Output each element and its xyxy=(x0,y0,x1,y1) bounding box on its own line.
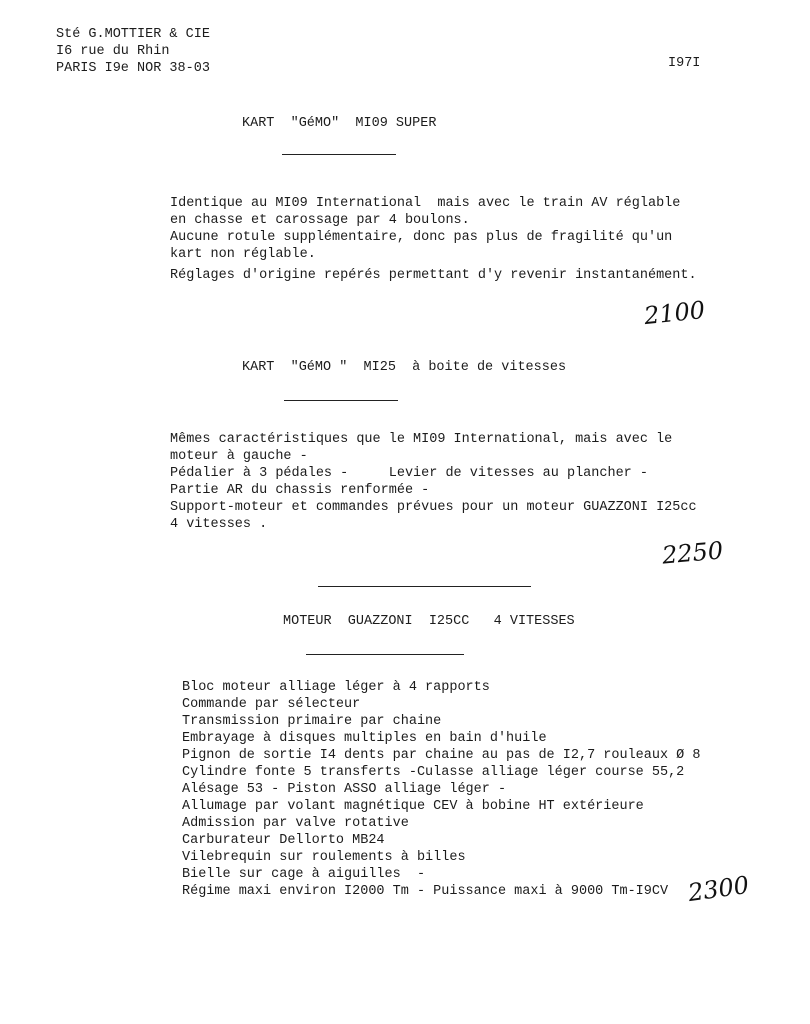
section-text-line: en chasse et carossage par 4 boulons. xyxy=(170,213,470,228)
section-text-line: Pignon de sortie I4 dents par chaine au pas de I2,7 rouleaux Ø 8 xyxy=(182,748,701,763)
section-separator xyxy=(318,586,531,587)
company-city-phone: PARIS I9e NOR 38-03 xyxy=(56,61,210,76)
section-text-line: Transmission primaire par chaine xyxy=(182,714,442,729)
section-title: KART "GéMO" MI09 SUPER xyxy=(242,116,437,131)
company-name: Sté G.MOTTIER & CIE xyxy=(56,27,210,42)
company-street: I6 rue du Rhin xyxy=(56,44,170,59)
section-text-line: Mêmes caractéristiques que le MI09 International, mais avec le xyxy=(170,432,673,447)
section-text-line: Pédalier à 3 pédales - Levier de vitesses au plancher - xyxy=(170,466,648,481)
section-text-line: Bloc moteur alliage léger à 4 rapports xyxy=(182,680,490,695)
section-text-line: Régime maxi environ I2000 Tm - Puissance maxi à 9000 Tm-I9CV xyxy=(182,884,669,899)
section-text-line: Allumage par volant magnétique CEV à bobine HT extérieure xyxy=(182,799,644,814)
section-text-line: Cylindre fonte 5 transferts -Culasse alliage léger course 55,2 xyxy=(182,765,685,780)
section-text-line: 4 vitesses . xyxy=(170,517,268,532)
section-text-line: moteur à gauche - xyxy=(170,449,308,464)
section-title: MOTEUR GUAZZONI I25CC 4 VITESSES xyxy=(283,614,575,629)
section-text-line: Identique au MI09 International mais avec le train AV réglable xyxy=(170,196,681,211)
section-text-line: Carburateur Dellorto MB24 xyxy=(182,833,385,848)
handwritten-price: 2300 xyxy=(686,870,751,908)
section-text-line: Alésage 53 - Piston ASSO alliage léger - xyxy=(182,782,507,797)
section-text-line: Bielle sur cage à aiguilles - xyxy=(182,867,426,882)
section-text-line: Réglages d'origine repérés permettant d'y revenir instantanément. xyxy=(170,268,697,283)
document-year: I97I xyxy=(668,56,701,71)
handwritten-price: 2250 xyxy=(660,536,725,570)
handwritten-price: 2100 xyxy=(642,295,707,331)
section-text-line: Support-moteur et commandes prévues pour un moteur GUAZZONI I25cc xyxy=(170,500,697,515)
title-underline xyxy=(306,654,464,655)
section-text-line: Admission par valve rotative xyxy=(182,816,409,831)
title-underline xyxy=(282,154,396,155)
section-text-line: Aucune rotule supplémentaire, donc pas plus de fragilité qu'un xyxy=(170,230,673,245)
section-text-line: Embrayage à disques multiples en bain d'huile xyxy=(182,731,547,746)
section-title: KART "GéMO " MI25 à boite de vitesses xyxy=(242,360,567,375)
section-text-line: Partie AR du chassis renformée - xyxy=(170,483,430,498)
section-text-line: kart non réglable. xyxy=(170,247,316,262)
title-underline xyxy=(284,400,398,401)
section-text-line: Commande par sélecteur xyxy=(182,697,361,712)
section-text-line: Vilebrequin sur roulements à billes xyxy=(182,850,466,865)
